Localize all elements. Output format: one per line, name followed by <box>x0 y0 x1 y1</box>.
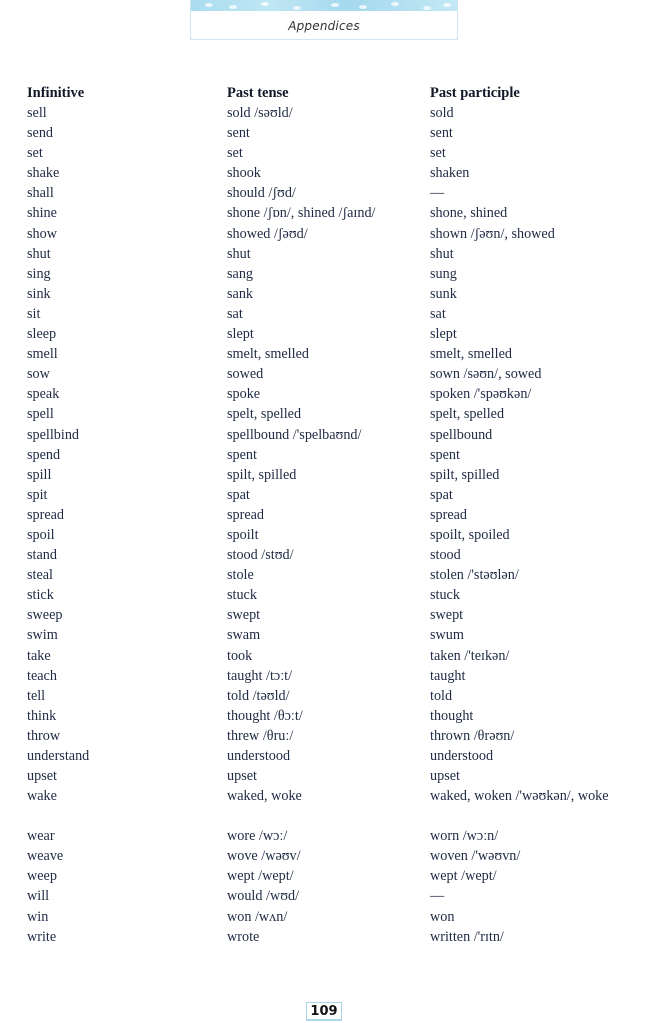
cell-past-tense: spoilt <box>227 526 259 543</box>
cell-infinitive: spoil <box>27 526 55 543</box>
table-row <box>27 364 627 384</box>
cell-past-tense: spoke <box>227 386 261 403</box>
cell-past-participle: told <box>430 687 453 704</box>
cell-past-participle: taken /'teɪkən/ <box>430 647 510 664</box>
table-row <box>27 264 627 284</box>
irregular-verbs-table <box>27 83 627 947</box>
cell-infinitive: spill <box>27 466 52 483</box>
cell-past-tense: shook <box>227 165 261 182</box>
cell-past-participle: spoken /'spəʊkən/ <box>430 386 532 403</box>
table-row <box>27 284 627 304</box>
water-drop-icon <box>293 6 301 10</box>
cell-infinitive: will <box>27 888 50 905</box>
table-row <box>27 344 627 364</box>
cell-past-participle: slept <box>430 326 457 343</box>
water-drop-icon <box>229 5 237 9</box>
cell-past-participle: stood <box>430 547 461 564</box>
cell-infinitive: stick <box>27 587 54 604</box>
water-drop-icon <box>359 5 367 9</box>
cell-past-tense: spilt, spilled <box>227 466 297 483</box>
cell-infinitive: speak <box>27 386 60 403</box>
table-row <box>27 886 627 906</box>
table-header-row <box>27 83 627 103</box>
cell-past-tense: wore /wɔː/ <box>227 828 288 845</box>
column-header-past-participle: Past participle <box>430 85 520 101</box>
cell-infinitive: shall <box>27 185 54 202</box>
table-row <box>27 565 627 585</box>
table-row <box>27 846 627 866</box>
cell-infinitive: steal <box>27 567 53 584</box>
cell-past-tense: spellbound /'spelbaʊnd/ <box>227 426 362 443</box>
cell-past-participle: understood <box>430 748 494 764</box>
water-drop-icon <box>391 2 399 6</box>
column-header-past-tense: Past tense <box>227 85 289 101</box>
cell-past-tense: swam <box>227 627 261 644</box>
cell-infinitive: stand <box>27 547 57 564</box>
cell-past-participle: stolen /'stəʊlən/ <box>430 567 519 584</box>
cell-infinitive: smell <box>27 346 58 363</box>
water-drop-icon <box>205 3 213 7</box>
cell-past-participle: shown /ʃəʊn/, showed <box>430 225 555 242</box>
cell-past-participle: swept <box>430 607 464 624</box>
table-row <box>27 304 627 324</box>
cell-past-tense: shut <box>227 245 251 262</box>
water-drop-icon <box>261 2 269 6</box>
cell-past-participle: shaken <box>430 165 470 182</box>
cell-past-tense: wept /wept/ <box>227 868 294 885</box>
table-row <box>27 404 627 424</box>
cell-infinitive: spend <box>27 446 61 463</box>
cell-past-tense: spent <box>227 446 257 463</box>
table-row <box>27 826 627 846</box>
cell-past-tense: shone /ʃɒn/, shined /ʃaɪnd/ <box>227 205 376 222</box>
cell-past-tense: told /təʊld/ <box>227 687 290 704</box>
cell-infinitive: sit <box>27 305 41 322</box>
table-row <box>27 324 627 344</box>
section-title: Appendices <box>288 19 360 33</box>
table-row <box>27 706 627 726</box>
cell-past-participle: sold <box>430 105 454 121</box>
cell-infinitive: send <box>27 125 54 142</box>
table-row <box>27 203 627 223</box>
cell-past-tense: smelt, smelled <box>227 346 309 363</box>
cell-infinitive: sing <box>27 265 51 282</box>
cell-past-participle: sent <box>430 125 453 142</box>
cell-past-participle: sung <box>430 265 457 282</box>
cell-past-participle: thrown /θrəʊn/ <box>430 727 515 744</box>
cell-infinitive: spellbind <box>27 426 80 443</box>
cell-past-tense: won /wʌn/ <box>227 908 288 925</box>
cell-infinitive: swim <box>27 627 58 644</box>
cell-infinitive: spell <box>27 406 54 423</box>
cell-past-participle: shone, shined <box>430 205 508 222</box>
table-row <box>27 224 627 244</box>
table-row <box>27 425 627 445</box>
cell-past-participle: stuck <box>430 587 460 604</box>
cell-infinitive: tell <box>27 687 46 704</box>
cell-past-tense: should /ʃʊd/ <box>227 185 296 202</box>
table-row <box>27 605 627 625</box>
cell-past-participle: spelt, spelled <box>430 406 505 423</box>
table-row <box>27 786 627 826</box>
cell-past-participle: sunk <box>430 285 457 302</box>
cell-past-participle: worn /wɔːn/ <box>430 828 499 845</box>
cell-past-participle: sown /səʊn/, sowed <box>430 366 542 383</box>
column-header-infinitive: Infinitive <box>27 85 85 101</box>
cell-infinitive: write <box>27 928 57 945</box>
table-body <box>27 103 627 947</box>
cell-infinitive: sow <box>27 366 50 383</box>
cell-past-tense: set <box>227 145 243 162</box>
cell-infinitive: wake <box>27 788 57 805</box>
cell-past-tense: spread <box>227 506 265 523</box>
cell-past-participle: spat <box>430 486 453 503</box>
table-row <box>27 866 627 886</box>
cell-past-tense: sang <box>227 265 254 282</box>
table-row <box>27 646 627 666</box>
table-row <box>27 525 627 545</box>
cell-past-participle: set <box>430 145 446 162</box>
cell-infinitive: sweep <box>27 607 63 624</box>
cell-infinitive: spread <box>27 506 65 523</box>
decorative-water-band <box>191 0 457 11</box>
cell-past-tense: waked, woke <box>227 788 302 805</box>
cell-past-tense: wrote <box>227 928 260 945</box>
section-header-tab <box>190 0 458 40</box>
cell-past-tense: sat <box>227 305 243 322</box>
cell-past-tense: stole <box>227 567 254 584</box>
table-row <box>27 545 627 565</box>
cell-infinitive: think <box>27 707 57 724</box>
cell-infinitive: win <box>27 908 49 925</box>
table-row <box>27 465 627 485</box>
cell-past-participle: swum <box>430 627 464 644</box>
table-row <box>27 123 627 143</box>
cell-infinitive: sell <box>27 105 47 121</box>
cell-past-tense: stuck <box>227 587 257 604</box>
cell-past-tense: took <box>227 647 253 664</box>
table-row <box>27 726 627 746</box>
cell-past-tense: sowed <box>227 366 264 383</box>
table-row <box>27 384 627 404</box>
cell-infinitive: sleep <box>27 326 57 343</box>
cell-past-participle: spellbound <box>430 426 493 443</box>
cell-infinitive: shut <box>27 245 51 262</box>
cell-past-tense: spat <box>227 486 250 503</box>
cell-past-tense: sent <box>227 125 250 142</box>
cell-infinitive: throw <box>27 727 61 744</box>
cell-past-participle: smelt, smelled <box>430 346 512 363</box>
cell-past-tense: would /wʊd/ <box>227 888 300 905</box>
table-row <box>27 686 627 706</box>
cell-past-tense: stood /stʊd/ <box>227 547 294 564</box>
water-drop-icon <box>423 6 431 10</box>
cell-past-participle: upset <box>430 768 460 785</box>
cell-infinitive: weep <box>27 868 57 885</box>
table-row <box>27 585 627 605</box>
table-row <box>27 103 627 123</box>
cell-past-tense: showed /ʃəʊd/ <box>227 225 308 242</box>
table-row <box>27 625 627 645</box>
table-row <box>27 143 627 163</box>
table-row <box>27 163 627 183</box>
cell-past-participle: spilt, spilled <box>430 466 500 483</box>
table-row <box>27 445 627 465</box>
cell-infinitive: take <box>27 647 51 664</box>
cell-past-participle: — <box>430 888 445 905</box>
water-drop-icon <box>443 3 451 7</box>
cell-infinitive: understand <box>27 748 90 764</box>
cell-infinitive: shake <box>27 165 60 182</box>
table-row <box>27 244 627 264</box>
cell-past-tense: thought /θɔːt/ <box>227 707 303 724</box>
water-drop-icon <box>331 3 339 7</box>
cell-past-participle: spent <box>430 446 460 463</box>
cell-past-tense: swept <box>227 607 261 624</box>
cell-infinitive: upset <box>27 768 57 785</box>
cell-past-participle: written /'rɪtn/ <box>430 928 504 945</box>
table-row <box>27 183 627 203</box>
table-row <box>27 766 627 786</box>
cell-infinitive: teach <box>27 667 57 684</box>
cell-past-tense: slept <box>227 326 254 343</box>
cell-past-tense: understood <box>227 748 291 764</box>
cell-past-participle: wept /wept/ <box>430 868 497 885</box>
table-row <box>27 927 627 947</box>
cell-past-tense: spelt, spelled <box>227 406 302 423</box>
cell-past-tense: sold /səʊld/ <box>227 105 293 121</box>
cell-past-participle: waked, woken /'wəʊkən/, woke <box>430 788 609 805</box>
cell-past-participle: spoilt, spoiled <box>430 526 510 543</box>
cell-past-participle: woven /'wəʊvn/ <box>430 848 521 865</box>
cell-infinitive: set <box>27 145 43 162</box>
cell-infinitive: sink <box>27 285 51 302</box>
cell-past-tense: sank <box>227 285 254 302</box>
cell-past-tense: wove /wəʊv/ <box>227 848 301 865</box>
cell-past-tense: upset <box>227 768 257 785</box>
table-row <box>27 666 627 686</box>
cell-past-participle: won <box>430 908 455 925</box>
cell-infinitive: weave <box>27 848 64 865</box>
cell-infinitive: show <box>27 225 57 242</box>
table-row <box>27 485 627 505</box>
cell-infinitive: spit <box>27 486 48 503</box>
cell-past-participle: thought <box>430 707 474 724</box>
cell-past-participle: shut <box>430 245 454 262</box>
cell-past-tense: taught /tɔːt/ <box>227 667 293 684</box>
cell-past-participle: — <box>430 185 445 202</box>
cell-past-participle: taught <box>430 667 466 684</box>
cell-past-tense: threw /θruː/ <box>227 727 294 744</box>
cell-past-participle: sat <box>430 305 446 322</box>
cell-infinitive: shine <box>27 205 57 222</box>
cell-past-participle: spread <box>430 506 468 523</box>
cell-infinitive: wear <box>27 828 55 845</box>
table-row <box>27 907 627 927</box>
table-row <box>27 746 627 766</box>
table-row <box>27 505 627 525</box>
page-number: 109 <box>306 1002 342 1021</box>
